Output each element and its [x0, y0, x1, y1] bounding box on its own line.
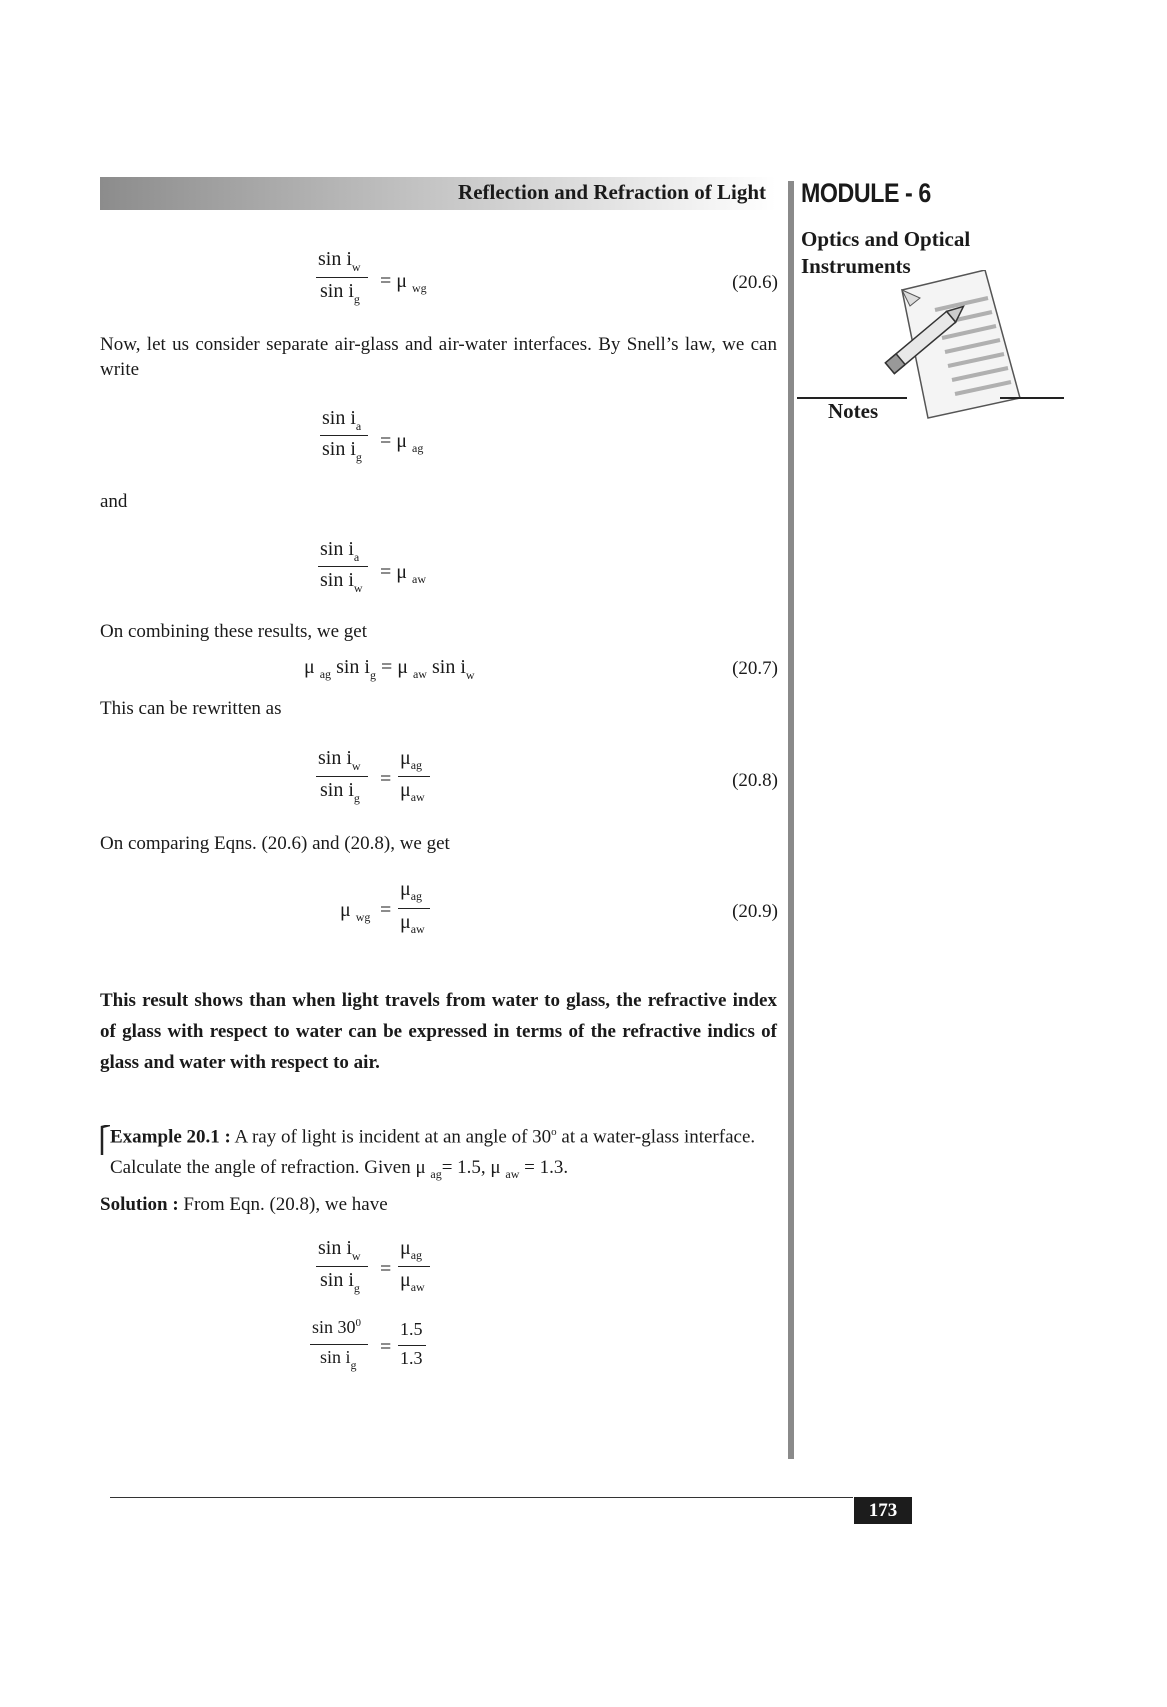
module-label: MODULE - 6: [801, 178, 931, 208]
eq-sol1-numerator: [318, 1237, 361, 1263]
eq-text: μ: [400, 1269, 411, 1291]
eq-20-9-fraction-bar: [398, 908, 430, 909]
eq-sol2-right-fraction-bar: [398, 1345, 426, 1346]
example-text: A ray of light is incident at an angle of 30: [230, 1126, 552, 1148]
eq-sub: aw: [410, 922, 425, 936]
eq-sub: aw: [412, 667, 427, 681]
eq-text: sin i: [320, 538, 354, 560]
eq-sol2-left-fraction-bar: [310, 1344, 368, 1345]
eq-sol2-equals: =: [380, 1336, 392, 1358]
eq-20-8-numerator: [318, 747, 361, 773]
eq-text: sin i: [322, 407, 356, 429]
eq-text: sin i: [320, 1269, 354, 1291]
eq-sub: aw: [410, 790, 425, 804]
eq-text: μ: [400, 1237, 411, 1259]
eq-sub: ag: [319, 667, 332, 681]
example-text: = 1.3.: [524, 1157, 569, 1179]
solution-label: Solution :: [100, 1194, 179, 1215]
eq-sol1-equals: =: [380, 1258, 392, 1280]
eq-sub: w: [353, 581, 363, 595]
eq-aw-denominator: [320, 569, 363, 595]
page-number: 173: [854, 1497, 912, 1524]
eq-sub: aw: [412, 572, 427, 586]
example-text: at a water-glass interface.: [556, 1126, 756, 1148]
eq-20-9-equals: =: [380, 899, 392, 921]
eq-sol1-right-numerator: [400, 1237, 422, 1260]
eq-text: μ: [400, 911, 411, 933]
eq-20-7: [304, 656, 475, 682]
eq-ag-rhs: [380, 430, 423, 453]
eq-20-6-number: (20.6): [732, 272, 778, 293]
eq-text: μ: [400, 779, 411, 801]
eq-20-6-numerator: [318, 248, 361, 274]
eq-sub: g: [353, 292, 360, 306]
eq-text: sin i: [320, 569, 354, 591]
eq-sub: g: [353, 791, 360, 805]
eq-sub: g: [355, 450, 362, 464]
eq-text: sin i: [320, 280, 354, 302]
eq-text: = μ: [380, 430, 408, 452]
eq-aw-numerator: [320, 538, 360, 564]
paragraph-comparing: On comparing Eqns. (20.6) and (20.8), we get: [100, 833, 450, 854]
eq-sub: w: [465, 668, 475, 682]
eq-sol2-right-numerator: 1.5: [400, 1319, 423, 1339]
eq-20-7-number: (20.7): [732, 658, 778, 679]
notes-rule-right: [1000, 397, 1064, 399]
eq-ag-fraction-bar: [320, 435, 368, 436]
eq-sub: ag: [410, 758, 423, 772]
eq-20-8-right-denominator: [400, 779, 425, 802]
eq-text: sin i: [320, 1347, 351, 1367]
example-sub: ag: [430, 1167, 442, 1182]
example-sub: aw: [505, 1167, 520, 1182]
eq-20-9-lhs: [340, 899, 370, 922]
eq-text: = μ: [380, 656, 408, 678]
eq-20-6-denominator: [320, 280, 360, 306]
eq-20-9-right-denominator: [400, 911, 425, 934]
eq-text: sin i: [320, 779, 354, 801]
eq-sub: g: [353, 1281, 360, 1295]
eq-text: = μ: [380, 270, 408, 292]
footer-rule: [110, 1497, 853, 1498]
paragraph-rewritten: This can be rewritten as: [100, 698, 282, 719]
eq-20-8-right-fraction-bar: [398, 776, 430, 777]
eq-20-6-rhs: [380, 270, 427, 293]
eq-text: μ: [400, 878, 411, 900]
eq-sub: g: [369, 668, 376, 682]
eq-sol2-right-denominator: 1.3: [400, 1348, 423, 1368]
eq-text: = μ: [380, 561, 408, 583]
eq-text: μ: [304, 656, 315, 678]
eq-20-9-right-numerator: [400, 878, 422, 901]
example-label: Example 20.1 :: [110, 1126, 231, 1148]
eq-sol1-right-fraction-bar: [398, 1266, 430, 1267]
eq-text: sin i: [336, 656, 370, 678]
eq-sol1-left-fraction-bar: [316, 1266, 368, 1267]
eq-text: sin i: [322, 438, 356, 460]
eq-20-8-number: (20.8): [732, 770, 778, 791]
paragraph-and: and: [100, 491, 128, 512]
notes-pencil-icon: [880, 270, 1070, 430]
sidebar-divider: [788, 181, 794, 1459]
paragraph-result-bold: This result shows than when light travels from water to glass, the refractive index of glass with respect to water can be expressed in terms of the refractive indics of glass and water with respect to air.: [100, 990, 777, 1073]
notes-label: Notes: [828, 399, 879, 423]
eq-text: μ: [400, 747, 411, 769]
paragraph-combining: On combining these results, we get: [100, 621, 368, 642]
eq-sub: w: [351, 260, 361, 274]
eq-sol1-denominator: [320, 1269, 360, 1295]
module-subtitle-line1: Optics and Optical: [801, 227, 971, 251]
eq-20-8-left-fraction-bar: [316, 776, 368, 777]
eq-ag-denominator: [322, 438, 362, 464]
eq-sub: w: [351, 1249, 361, 1263]
eq-sol2-numerator: [312, 1317, 361, 1338]
eq-20-6-fraction-bar: [316, 277, 368, 278]
eq-text: μ: [340, 899, 351, 921]
eq-aw-fraction-bar: [318, 566, 368, 567]
eq-text: sin i: [431, 656, 466, 678]
eq-20-8-denominator: [320, 779, 360, 805]
example-text: = 1.5, μ: [441, 1157, 501, 1179]
eq-text: sin i: [318, 248, 352, 270]
eq-sub: ag: [410, 1248, 423, 1262]
eq-text: sin i: [318, 1237, 352, 1259]
eq-text: sin i: [318, 747, 352, 769]
eq-20-9-number: (20.9): [732, 901, 778, 922]
eq-ag-numerator: [322, 407, 362, 433]
solution-text: From Eqn. (20.8), we have: [178, 1194, 388, 1215]
eq-sub: wg: [412, 281, 427, 295]
eq-sub: g: [350, 1358, 357, 1372]
eq-sub: wg: [355, 910, 371, 924]
eq-aw-rhs: [380, 561, 426, 584]
eq-20-8-equals: =: [380, 768, 392, 790]
eq-sol1-right-denominator: [400, 1269, 425, 1292]
running-header-title: Reflection and Refraction of Light: [458, 180, 766, 204]
eq-sub: ag: [412, 441, 424, 455]
eq-sub: a: [355, 419, 362, 433]
eq-sup: 0: [355, 1317, 362, 1329]
module-subtitle-line2: Instruments: [801, 254, 911, 278]
paragraph-snells-law: Now, let us consider separate air-glass and air-water interfaces. By Snell’s law, we can write: [100, 334, 777, 380]
eq-sol2-denominator: [320, 1347, 357, 1372]
solution-intro: [100, 1192, 777, 1217]
eq-sub: w: [351, 759, 361, 773]
eq-sub: aw: [410, 1280, 425, 1294]
eq-20-8-right-numerator: [400, 747, 422, 770]
example-degree: o: [551, 1126, 557, 1138]
eq-text: sin 30: [312, 1317, 356, 1337]
eq-sub: a: [353, 550, 360, 564]
eq-sub: ag: [410, 889, 423, 903]
example-text: Calculate the angle of refraction. Given μ: [110, 1157, 426, 1179]
header-band: [100, 177, 776, 210]
example-20-1: [100, 1117, 777, 1185]
